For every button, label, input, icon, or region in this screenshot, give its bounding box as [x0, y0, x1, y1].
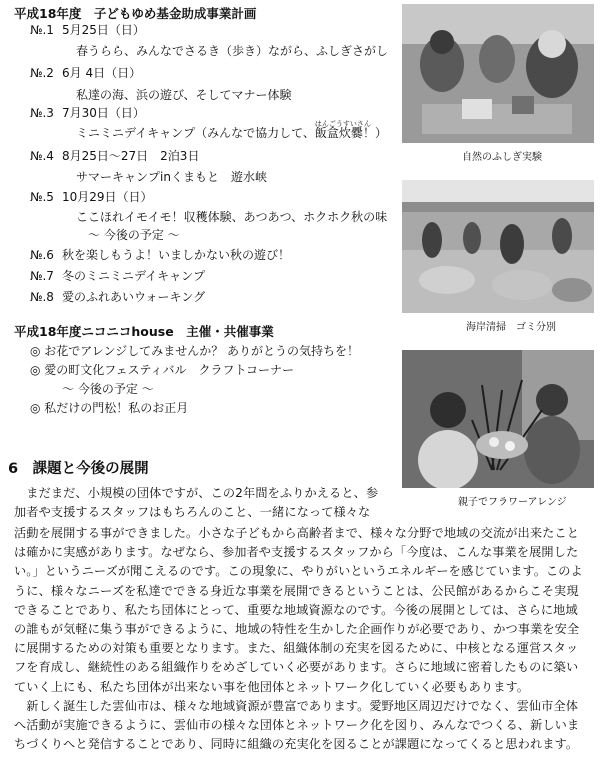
item-number: №.6 — [30, 248, 54, 262]
ruby-reading: はんごうすいさん — [314, 120, 371, 128]
item-number: №.5 — [30, 190, 54, 204]
cohost-item-1: ◎ お花でアレンジしてみませんか？ ありがとうの気持ちを！ — [30, 344, 360, 358]
item-5-desc: ここほれイモイモ！収穫体験、あつあつ、ホクホク秋の味 — [76, 210, 388, 224]
para-line: できることであり、私たち団体にとって、重要な地域資源なのです。今後の展開としては、さらに地域 — [14, 602, 578, 617]
item-3-desc — [76, 120, 387, 140]
section-6-title — [8, 457, 149, 478]
item-date: 8月25日～27日 2泊3日 — [62, 149, 200, 163]
para-line: うに、様々なニーズを私達でできる身近な事業を展開できるということは、公民館があるからこそ実現 — [14, 583, 579, 598]
photo-beach-cleanup — [402, 180, 594, 313]
para-line: 活動を展開する事ができました。小さな子どもから高齢者まで、様々な分野で地域の交流が出来たこと — [14, 526, 579, 540]
plan-item-6 — [30, 248, 290, 262]
photo-caption-3: 親子でフラワーアレンジ — [458, 497, 567, 508]
ruby-base: 飯盒炊爨 — [314, 126, 363, 140]
item-desc: 秋を楽しもうよ！いましかない秋の遊び！ — [62, 248, 291, 262]
item-4-desc: サマーキャンプinくまもと 遊水峡 — [76, 170, 267, 184]
para-line: の誰もが気軽に集う事ができるように、地域の特性を生かした企画作りが必要であり、かつ事業を安全 — [14, 622, 580, 637]
section-6-body — [14, 524, 600, 754]
section-title-text: 課題と今後の展開 — [32, 461, 149, 477]
plan-item-5 — [30, 190, 153, 204]
para-line: い。」というニーズが聞こえるのです。この現象に、やりがいというエネルギーを感じています。このよ — [14, 564, 583, 579]
section-number: 6 — [8, 461, 19, 477]
para-line: フを育成し、継続性のある組織作りをめざしていく必要があります。さらに地域に密着したものに築い — [14, 660, 579, 675]
item-desc: 愛のふれあいウォーキング — [62, 290, 206, 304]
item-date: 5月25日（日） — [62, 23, 145, 37]
plan-item-4 — [30, 149, 199, 163]
item-number: №.3 — [30, 106, 54, 120]
para-line: へ活動が実施できるように、雲仙市の様々な団体とネットワーク化を図り、みんなでつくる、新しいま — [14, 718, 580, 733]
item-3-desc-post: ！） — [362, 126, 387, 140]
photo-nature-experiment — [402, 4, 594, 143]
plan-item-3 — [30, 106, 145, 120]
para-line: に展開するための対策も重要となります。また、組織体制の充実を図るために、中核となる運営スタッ — [14, 641, 579, 656]
cohost-item-2: ◎ 愛の町文化フェスティバル クラフトコーナー — [30, 363, 295, 377]
para-line: ちづくりへと発信することであり、同時に組織の充実化を図ることが課題になってくると思われます。 — [14, 737, 579, 752]
future-plan-note: ～ 今後の予定 ～ — [88, 228, 180, 242]
item-desc: 冬のミニミニデイキャンプ — [62, 269, 206, 283]
photo-caption-2: 海岸清掃 ゴミ分別 — [466, 322, 556, 333]
item-date: 7月30日（日） — [62, 106, 145, 120]
para-line: 新しく誕生した雲仙市は、様々な地域資源が豊富であります。愛野地区周辺だけでなく、雲仙市全体 — [14, 698, 579, 713]
item-number: №.8 — [30, 290, 54, 304]
item-date: 10月29日（日） — [62, 190, 153, 204]
item-number: №.4 — [30, 149, 54, 163]
plan-item-7 — [30, 269, 205, 283]
para-line: 加者や支援するスタッフはもちろんのこと、一緒になって様々な — [14, 505, 371, 520]
item-date: 6月 4日（日） — [62, 66, 142, 80]
item-number: №.2 — [30, 66, 54, 80]
section-6-intro — [14, 484, 404, 522]
cohost-item-3: ◎ 私だけの門松！私のお正月 — [30, 401, 189, 415]
item-number: №.7 — [30, 269, 54, 283]
para-line: ていく上にも、私たち団体が出来ない事を他団体とネットワーク化していく必要もあります。 — [14, 679, 530, 694]
plan-heading: 平成18年度 子どもゆめ基金助成事業計画 — [14, 6, 257, 21]
para-line: は確かに実感があります。なぜなら、参加者や支援するスタッフから「今度は、こんな事業を展開した — [14, 545, 579, 560]
item-1-desc: 春うらら、みんなでさるき（歩き）ながら、ふしぎさがし — [76, 44, 389, 58]
item-2-desc: 私達の海、浜の遊び、そしてマナー体験 — [76, 88, 292, 102]
item-number: №.1 — [30, 23, 54, 37]
plan-item-2 — [30, 66, 141, 80]
photo-caption-1: 自然のふしぎ実験 — [462, 152, 542, 163]
plan-item-1 — [30, 23, 145, 37]
photo-flower-arrange — [402, 350, 594, 488]
para-line: まだまだ、小規模の団体ですが、この2年間をふりかえると、参 — [14, 486, 379, 500]
hangou-suisan-ruby — [314, 120, 371, 140]
cohost-future-note: ～ 今後の予定 ～ — [62, 382, 154, 396]
cohost-heading: 平成18年度ニコニコhouse 主催・共催事業 — [14, 324, 274, 339]
item-3-desc-pre: ミニミニデイキャンプ（みんなで協力して、 — [76, 126, 315, 140]
plan-item-8 — [30, 290, 205, 304]
